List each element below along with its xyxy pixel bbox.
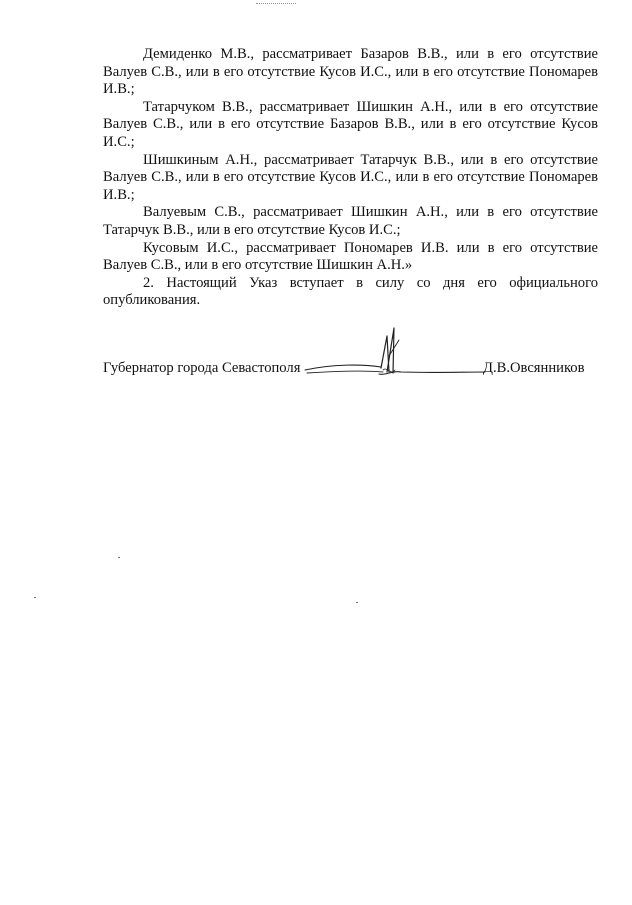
handwritten-signature — [303, 326, 503, 386]
signature-block — [103, 356, 598, 386]
paragraph-demidenko: Демиденко М.В., рассматривает Базаров В.В., или в его отсутствие Валуев С.В., или в его отсутствие Кусов И.С., или в его отсутствие Пономарев И.В.; — [103, 46, 598, 98]
page-top-mark — [256, 0, 296, 4]
signatory-name: Д.В.Овсянников — [483, 360, 585, 376]
scan-speck — [356, 602, 358, 603]
paragraph-shishkin: Шишкиным А.Н., рассматривает Татарчук В.В., или в его отсутствие Валуев С.В., или в его отсутствие Кусов И.С., или в его отсутствие Пономарев И.В.; — [103, 151, 598, 203]
paragraph-valuev: Валуевым С.В., рассматривает Шишкин А.Н., или в его отсутствие Татарчук В.В., или в его отсутствие Кусов И.С.; — [103, 204, 598, 238]
paragraph-effective-date: 2. Настоящий Указ вступает в силу со дня его официального опубликования. — [103, 274, 598, 309]
scan-speck — [34, 597, 36, 598]
paragraph-kusov: Кусовым И.С., рассматривает Пономарев И.В. или в его отсутствие Валуев С.В., или в его отсутствие Шишкин А.Н.» — [103, 239, 598, 274]
document-body — [103, 46, 598, 310]
scan-speck — [118, 557, 120, 558]
paragraph-tatarchuk: Татарчуком В.В., рассматривает Шишкин А.Н., или в его отсутствие Валуев С.В., или в его отсутствие Базаров В.В., или в его отсутствие Кусов И.С.; — [103, 98, 598, 150]
signatory-title: Губернатор города Севастополя — [103, 360, 301, 376]
